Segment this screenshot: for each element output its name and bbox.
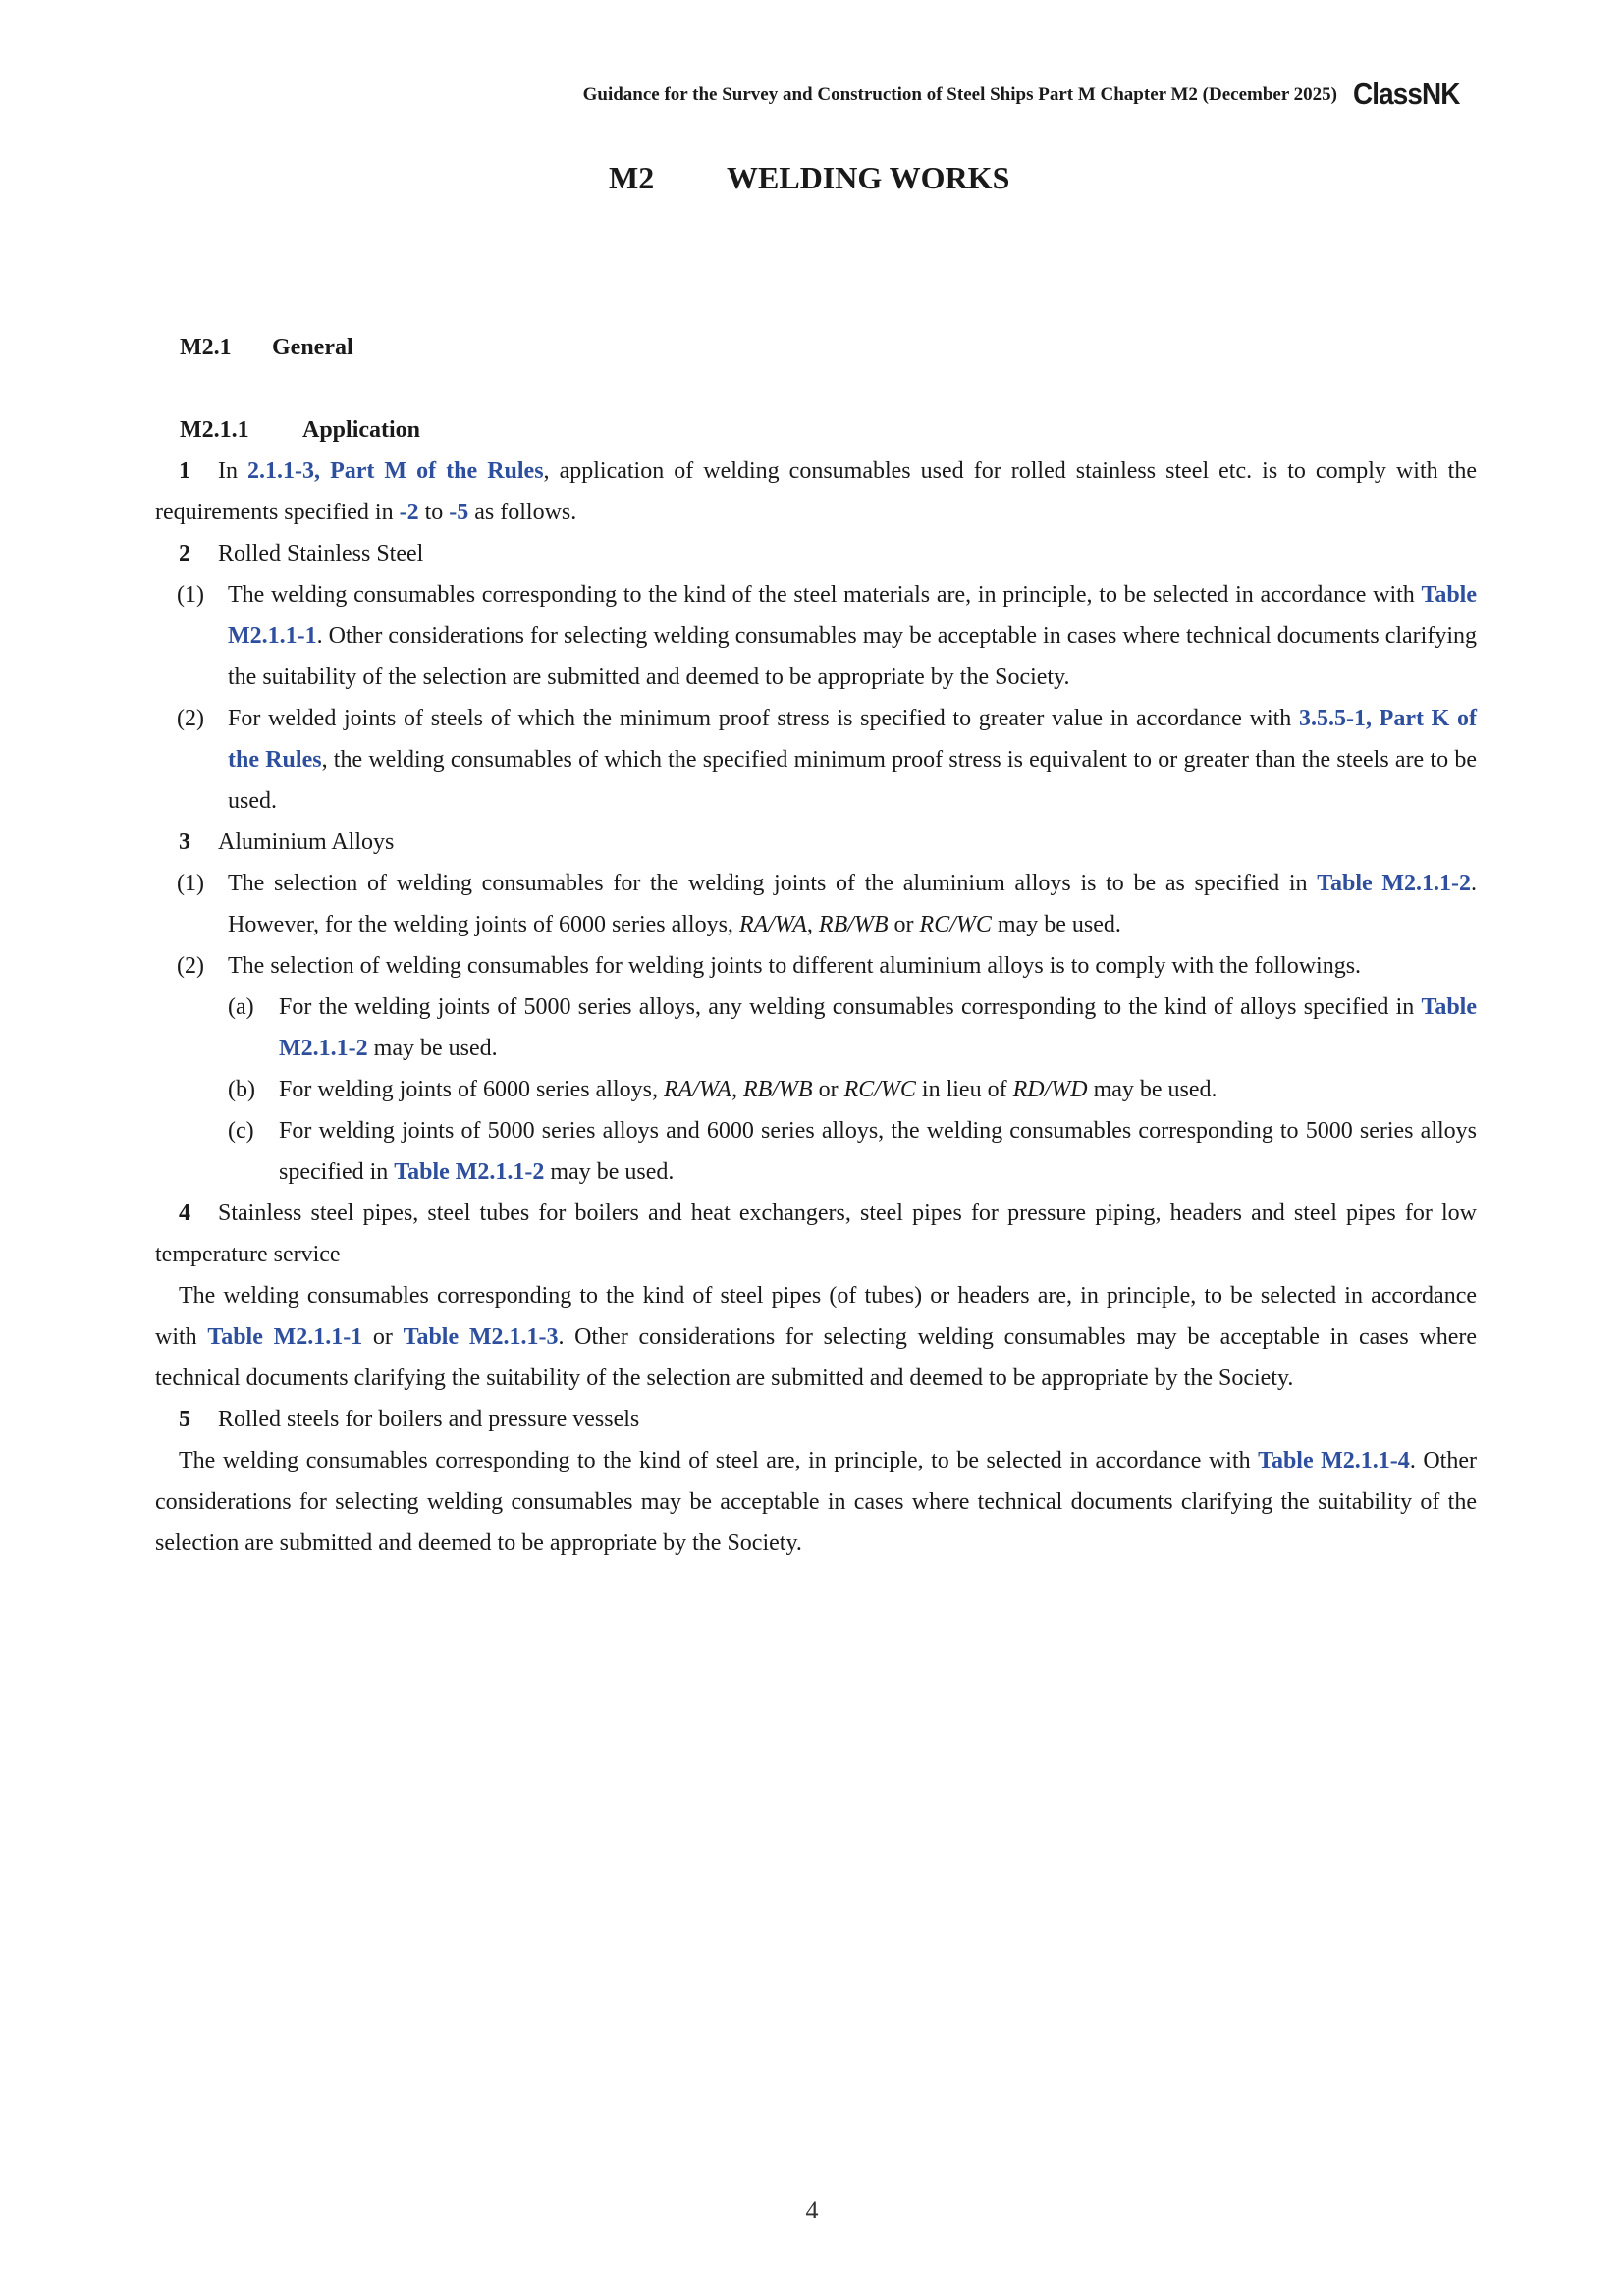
paragraph-number: 2	[179, 541, 190, 566]
table-reference-link[interactable]: Table M2.1.1-1	[207, 1324, 363, 1350]
paragraph-text: . Other considerations for selecting welding consumables may be acceptable in cases where technical documents clarifying the suitability of the selection are submitted and deemed to be appropriate by the Society.	[155, 1448, 1477, 1556]
item-text: may be used.	[991, 912, 1121, 937]
paragraph-title: Rolled steels for boilers and pressure vessels	[218, 1407, 640, 1432]
subitem-label: (c)	[228, 1118, 254, 1144]
paragraph-text: The welding consumables corresponding to the kind of steel are, in principle, to be selected in accordance with	[179, 1448, 1259, 1473]
subitem-text: ,	[731, 1077, 743, 1102]
consumable-grade: RC/WC	[919, 912, 992, 937]
paragraph-3-heading	[179, 822, 394, 863]
consumable-grade: RA/WA	[738, 912, 807, 937]
classnk-logo: ClassNK	[1353, 77, 1460, 111]
paragraph-number: 3	[179, 829, 190, 855]
table-reference-link[interactable]: Table M2.1.1-3	[403, 1324, 559, 1350]
subitem-text: For the welding joints of 5000 series alloys, any welding consumables corresponding to the kind of alloys specified in	[279, 994, 1422, 1020]
paragraph-reference-link[interactable]: -5	[449, 500, 469, 525]
item-label: (1)	[177, 582, 204, 608]
paragraph-text: , application of welding consumables used for rolled stainless steel etc. is to comply with the requirements specified in	[155, 458, 1477, 525]
consumable-grade: RB/WB	[818, 912, 889, 937]
consumable-grade: RD/WD	[1012, 1077, 1088, 1102]
paragraph-number: 1	[179, 458, 190, 484]
subitem-label: (a)	[228, 994, 254, 1020]
paragraph-title: Stainless steel pipes, steel tubes for boilers and heat exchangers, steel pipes for pressure piping, headers and steel pipes for low temperature service	[155, 1201, 1477, 1267]
section-number: M2.1	[180, 335, 232, 360]
consumable-grade: RB/WB	[742, 1077, 813, 1102]
paragraph-1	[155, 451, 1477, 533]
table-reference-link[interactable]: Table M2.1.1-4	[1258, 1448, 1410, 1473]
subitem-3-2-a	[279, 987, 1477, 1069]
subitem-text: may be used.	[544, 1159, 675, 1185]
paragraph-4-body	[155, 1275, 1477, 1399]
table-reference-link[interactable]: Table M2.1.1-2	[279, 994, 1477, 1061]
item-3-1	[228, 863, 1477, 945]
item-label: (1)	[177, 871, 204, 896]
subsection-number: M2.1.1	[180, 417, 249, 443]
subsection-title: Application	[302, 417, 421, 443]
item-3-2: The selection of welding consumables for welding joints to different aluminium alloys is to comply with the followings.	[228, 953, 1362, 979]
paragraph-5-heading	[179, 1399, 639, 1440]
paragraph-title: Rolled Stainless Steel	[218, 541, 424, 566]
item-label: (2)	[177, 706, 204, 731]
item-label: (2)	[177, 953, 204, 979]
page-number: 4	[805, 2196, 819, 2224]
subitem-text: For welding joints of 6000 series alloys,	[279, 1077, 664, 1102]
subitem-3-2-c	[279, 1110, 1477, 1193]
subitem-label: (b)	[228, 1077, 255, 1102]
paragraph-reference-link[interactable]: -2	[399, 500, 419, 525]
subitem-text: may be used.	[367, 1036, 498, 1061]
paragraph-text: . Other considerations for selecting welding consumables may be acceptable in cases where technical documents clarifying the suitability of the selection are submitted and deemed to be appropriate by the Society.	[155, 1324, 1477, 1391]
subitem-text: in lieu of	[915, 1077, 1013, 1102]
paragraph-text: as follows.	[468, 500, 577, 525]
table-reference-link[interactable]: Table M2.1.1-2	[1317, 871, 1471, 896]
rule-reference-link[interactable]: 2.1.1-3, Part M of the Rules	[247, 458, 544, 484]
consumable-grade: RA/WA	[663, 1077, 731, 1102]
subitem-text: For welding joints of 5000 series alloys and 6000 series alloys, the welding consumables corresponding to 5000 series alloys specified in	[279, 1118, 1477, 1185]
running-header-title: Guidance for the Survey and Construction of Steel Ships Part M Chapter M2 (December 2025)	[582, 84, 1337, 105]
chapter-title: WELDING WORKS	[727, 160, 1010, 195]
paragraph-text: to	[418, 500, 450, 525]
paragraph-number: 5	[179, 1407, 190, 1432]
rule-reference-link[interactable]: 3.5.5-1, Part K of the Rules	[228, 706, 1478, 773]
item-text: . However, for the welding joints of 6000 series alloys,	[228, 871, 1477, 937]
paragraph-text: In	[218, 458, 248, 484]
paragraph-text: or	[362, 1324, 404, 1350]
item-2-1	[228, 574, 1477, 698]
paragraph-2-heading	[179, 533, 423, 574]
subitem-text: or	[812, 1077, 844, 1102]
paragraph-4-heading	[155, 1193, 1477, 1275]
subitem-text: may be used.	[1087, 1077, 1218, 1102]
item-text: or	[888, 912, 920, 937]
item-text: The selection of welding consumables for the welding joints of the aluminium alloys is to be as specified in	[228, 871, 1318, 896]
item-text: For welded joints of steels of which the minimum proof stress is specified to greater value in accordance with	[228, 706, 1299, 731]
paragraph-title: Aluminium Alloys	[218, 829, 395, 855]
item-text: , the welding consumables of which the specified minimum proof stress is equivalent to or greater than the steels are to be used.	[228, 747, 1477, 814]
item-2-2	[228, 698, 1477, 822]
item-text: . Other considerations for selecting welding consumables may be acceptable in cases where technical documents clarifying the suitability of the selection are submitted and deemed to be appropriate by the Society.	[228, 623, 1477, 690]
subitem-3-2-b	[279, 1069, 1477, 1110]
table-reference-link[interactable]: Table M2.1.1-2	[394, 1159, 545, 1185]
paragraph-5-body	[155, 1440, 1477, 1564]
table-reference-link[interactable]: Table M2.1.1-1	[228, 582, 1477, 649]
consumable-grade: RC/WC	[843, 1077, 916, 1102]
section-title: General	[272, 335, 353, 360]
item-text: The welding consumables corresponding to the kind of the steel materials are, in principle, to be selected in accordance with	[228, 582, 1422, 608]
chapter-number: M2	[609, 160, 655, 195]
paragraph-text: The welding consumables corresponding to the kind of steel pipes (of tubes) or headers are, in principle, to be selected in accordance with	[155, 1283, 1477, 1350]
paragraph-number: 4	[179, 1201, 190, 1226]
item-text: ,	[806, 912, 819, 937]
